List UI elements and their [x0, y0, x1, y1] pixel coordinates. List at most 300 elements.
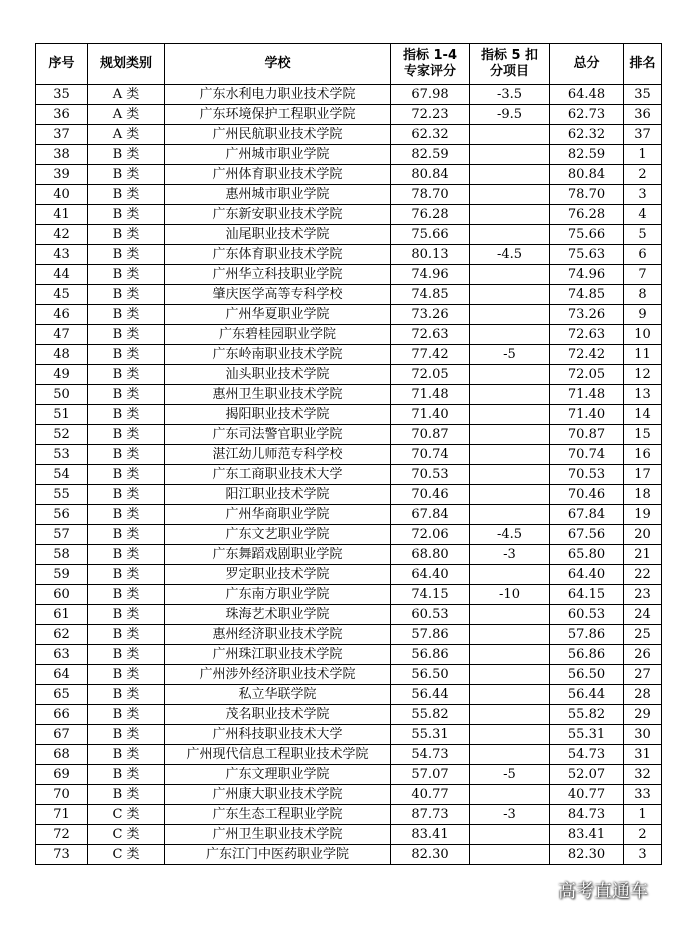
cell-rank: 29 [624, 705, 662, 725]
cell-index: 45 [36, 285, 88, 305]
cell-category: B 类 [88, 485, 165, 505]
cell-deduction [470, 785, 550, 805]
cell-rank: 22 [624, 565, 662, 585]
cell-deduction [470, 665, 550, 685]
cell-category: C 类 [88, 805, 165, 825]
cell-total: 84.73 [550, 805, 624, 825]
cell-total: 62.73 [550, 105, 624, 125]
cell-deduction [470, 325, 550, 345]
cell-school: 汕头职业技术学院 [165, 365, 391, 385]
cell-total: 78.70 [550, 185, 624, 205]
cell-index: 62 [36, 625, 88, 645]
cell-category: B 类 [88, 765, 165, 785]
cell-school: 阳江职业技术学院 [165, 485, 391, 505]
cell-deduction [470, 565, 550, 585]
table-row [36, 665, 662, 685]
table-row [36, 205, 662, 225]
table-row [36, 825, 662, 845]
cell-rank: 21 [624, 545, 662, 565]
cell-total: 57.86 [550, 625, 624, 645]
cell-category: B 类 [88, 325, 165, 345]
cell-index: 58 [36, 545, 88, 565]
header-school: 学校 [165, 44, 391, 85]
table-row [36, 165, 662, 185]
table-row [36, 85, 662, 105]
table-row [36, 145, 662, 165]
cell-index: 55 [36, 485, 88, 505]
cell-expert-score: 82.59 [391, 145, 470, 165]
cell-total: 71.40 [550, 405, 624, 425]
cell-category: B 类 [88, 605, 165, 625]
cell-category: B 类 [88, 685, 165, 705]
cell-rank: 37 [624, 125, 662, 145]
cell-rank: 36 [624, 105, 662, 125]
cell-expert-score: 57.86 [391, 625, 470, 645]
table-row [36, 645, 662, 665]
table-row [36, 345, 662, 365]
cell-index: 43 [36, 245, 88, 265]
cell-school: 惠州城市职业学院 [165, 185, 391, 205]
cell-expert-score: 55.31 [391, 725, 470, 745]
cell-category: B 类 [88, 665, 165, 685]
cell-expert-score: 70.46 [391, 485, 470, 505]
cell-deduction [470, 205, 550, 225]
table-row [36, 785, 662, 805]
cell-index: 47 [36, 325, 88, 345]
cell-expert-score: 57.07 [391, 765, 470, 785]
cell-school: 广州华立科技职业学院 [165, 265, 391, 285]
cell-category: A 类 [88, 85, 165, 105]
cell-category: B 类 [88, 185, 165, 205]
table-row [36, 765, 662, 785]
cell-category: B 类 [88, 465, 165, 485]
cell-category: B 类 [88, 565, 165, 585]
cell-school: 湛江幼儿师范专科学校 [165, 445, 391, 465]
table-row [36, 125, 662, 145]
cell-index: 37 [36, 125, 88, 145]
watermark-text: 高考直通车 [558, 881, 648, 902]
cell-school: 广州科技职业技术大学 [165, 725, 391, 745]
cell-expert-score: 83.41 [391, 825, 470, 845]
cell-index: 67 [36, 725, 88, 745]
cell-index: 65 [36, 685, 88, 705]
cell-total: 56.86 [550, 645, 624, 665]
cell-category: B 类 [88, 165, 165, 185]
cell-index: 66 [36, 705, 88, 725]
header-expert-score [391, 44, 470, 85]
cell-total: 82.30 [550, 845, 624, 865]
header-deduct-line1: 指标 5 扣 [480, 48, 539, 63]
cell-category: C 类 [88, 845, 165, 865]
cell-deduction: -3 [470, 805, 550, 825]
cell-deduction: -3.5 [470, 85, 550, 105]
cell-deduction: -4.5 [470, 245, 550, 265]
cell-rank: 26 [624, 645, 662, 665]
cell-expert-score: 76.28 [391, 205, 470, 225]
cell-total: 54.73 [550, 745, 624, 765]
header-expert-line2: 专家评分 [403, 64, 456, 79]
cell-school: 惠州卫生职业技术学院 [165, 385, 391, 405]
cell-rank: 28 [624, 685, 662, 705]
cell-index: 68 [36, 745, 88, 765]
cell-category: B 类 [88, 365, 165, 385]
table-row [36, 305, 662, 325]
cell-index: 59 [36, 565, 88, 585]
cell-rank: 6 [624, 245, 662, 265]
table-row [36, 705, 662, 725]
cell-school: 广东生态工程职业学院 [165, 805, 391, 825]
cell-rank: 11 [624, 345, 662, 365]
table-row [36, 245, 662, 265]
cell-expert-score: 74.15 [391, 585, 470, 605]
table-row [36, 425, 662, 445]
cell-rank: 10 [624, 325, 662, 345]
cell-deduction [470, 185, 550, 205]
cell-rank: 32 [624, 765, 662, 785]
cell-school: 广州珠江职业技术学院 [165, 645, 391, 665]
cell-index: 56 [36, 505, 88, 525]
cell-index: 54 [36, 465, 88, 485]
cell-expert-score: 87.73 [391, 805, 470, 825]
cell-total: 80.84 [550, 165, 624, 185]
table-row [36, 445, 662, 465]
cell-category: B 类 [88, 585, 165, 605]
cell-school: 广东文理职业学院 [165, 765, 391, 785]
cell-expert-score: 56.50 [391, 665, 470, 685]
cell-total: 70.87 [550, 425, 624, 445]
cell-total: 52.07 [550, 765, 624, 785]
cell-rank: 1 [624, 145, 662, 165]
cell-index: 72 [36, 825, 88, 845]
cell-deduction [470, 445, 550, 465]
cell-deduction [470, 425, 550, 445]
cell-school: 广东文艺职业学院 [165, 525, 391, 545]
cell-deduction: -5 [470, 345, 550, 365]
cell-total: 76.28 [550, 205, 624, 225]
cell-rank: 15 [624, 425, 662, 445]
cell-rank: 5 [624, 225, 662, 245]
cell-index: 70 [36, 785, 88, 805]
cell-category: B 类 [88, 225, 165, 245]
cell-school: 广东环境保护工程职业学院 [165, 105, 391, 125]
cell-index: 46 [36, 305, 88, 325]
cell-deduction: -10 [470, 585, 550, 605]
cell-deduction [470, 505, 550, 525]
cell-expert-score: 40.77 [391, 785, 470, 805]
cell-school: 广东水利电力职业技术学院 [165, 85, 391, 105]
cell-school: 广东舞蹈戏剧职业学院 [165, 545, 391, 565]
cell-total: 72.42 [550, 345, 624, 365]
cell-index: 41 [36, 205, 88, 225]
cell-category: B 类 [88, 645, 165, 665]
cell-category: C 类 [88, 825, 165, 845]
cell-school: 广东体育职业技术学院 [165, 245, 391, 265]
cell-rank: 16 [624, 445, 662, 465]
cell-school: 广东司法警官职业学院 [165, 425, 391, 445]
cell-rank: 2 [624, 825, 662, 845]
cell-school: 广东碧桂园职业学院 [165, 325, 391, 345]
cell-total: 55.31 [550, 725, 624, 745]
cell-total: 64.40 [550, 565, 624, 585]
cell-rank: 2 [624, 165, 662, 185]
table-body [36, 85, 662, 865]
table-row [36, 625, 662, 645]
cell-total: 75.63 [550, 245, 624, 265]
cell-school: 广州华夏职业学院 [165, 305, 391, 325]
cell-category: B 类 [88, 265, 165, 285]
cell-rank: 9 [624, 305, 662, 325]
cell-deduction: -9.5 [470, 105, 550, 125]
cell-expert-score: 80.13 [391, 245, 470, 265]
cell-school: 私立华联学院 [165, 685, 391, 705]
cell-deduction [470, 485, 550, 505]
cell-index: 60 [36, 585, 88, 605]
cell-rank: 4 [624, 205, 662, 225]
cell-deduction [470, 645, 550, 665]
header-deduct-line2: 分项目 [489, 64, 529, 79]
cell-school: 广州城市职业学院 [165, 145, 391, 165]
cell-deduction [470, 465, 550, 485]
cell-rank: 13 [624, 385, 662, 405]
cell-deduction [470, 365, 550, 385]
cell-total: 70.74 [550, 445, 624, 465]
cell-expert-score: 70.53 [391, 465, 470, 485]
cell-index: 73 [36, 845, 88, 865]
cell-rank: 27 [624, 665, 662, 685]
cell-expert-score: 74.96 [391, 265, 470, 285]
cell-total: 83.41 [550, 825, 624, 845]
cell-category: B 类 [88, 205, 165, 225]
table-row [36, 565, 662, 585]
cell-total: 62.32 [550, 125, 624, 145]
header-total: 总分 [550, 44, 624, 85]
table-row [36, 325, 662, 345]
cell-deduction [470, 265, 550, 285]
table-row [36, 605, 662, 625]
cell-school: 广州康大职业技术学院 [165, 785, 391, 805]
cell-category: B 类 [88, 785, 165, 805]
cell-index: 42 [36, 225, 88, 245]
cell-deduction [470, 605, 550, 625]
cell-school: 广东江门中医药职业学院 [165, 845, 391, 865]
cell-category: B 类 [88, 625, 165, 645]
cell-total: 82.59 [550, 145, 624, 165]
cell-rank: 17 [624, 465, 662, 485]
cell-rank: 18 [624, 485, 662, 505]
cell-school: 肇庆医学高等专科学校 [165, 285, 391, 305]
cell-index: 63 [36, 645, 88, 665]
cell-expert-score: 73.26 [391, 305, 470, 325]
cell-category: B 类 [88, 745, 165, 765]
cell-rank: 31 [624, 745, 662, 765]
cell-index: 36 [36, 105, 88, 125]
cell-total: 60.53 [550, 605, 624, 625]
cell-deduction [470, 725, 550, 745]
cell-expert-score: 78.70 [391, 185, 470, 205]
table-row [36, 805, 662, 825]
cell-total: 67.84 [550, 505, 624, 525]
cell-expert-score: 64.40 [391, 565, 470, 585]
cell-rank: 20 [624, 525, 662, 545]
cell-index: 51 [36, 405, 88, 425]
cell-rank: 12 [624, 365, 662, 385]
cell-school: 广东工商职业技术大学 [165, 465, 391, 485]
cell-rank: 19 [624, 505, 662, 525]
cell-deduction [470, 165, 550, 185]
cell-index: 35 [36, 85, 88, 105]
cell-deduction [470, 285, 550, 305]
cell-total: 71.48 [550, 385, 624, 405]
table-row [36, 285, 662, 305]
cell-index: 38 [36, 145, 88, 165]
cell-deduction [470, 125, 550, 145]
cell-expert-score: 74.85 [391, 285, 470, 305]
table-row [36, 525, 662, 545]
cell-index: 48 [36, 345, 88, 365]
cell-deduction [470, 745, 550, 765]
cell-school: 汕尾职业技术学院 [165, 225, 391, 245]
table-row [36, 405, 662, 425]
cell-deduction: -4.5 [470, 525, 550, 545]
table-row [36, 265, 662, 285]
cell-rank: 25 [624, 625, 662, 645]
cell-school: 广州华商职业学院 [165, 505, 391, 525]
cell-school: 珠海艺术职业学院 [165, 605, 391, 625]
cell-index: 61 [36, 605, 88, 625]
cell-school: 惠州经济职业技术学院 [165, 625, 391, 645]
cell-school: 广东新安职业技术学院 [165, 205, 391, 225]
cell-deduction [470, 825, 550, 845]
cell-deduction [470, 305, 550, 325]
table-row [36, 185, 662, 205]
cell-rank: 30 [624, 725, 662, 745]
table-row [36, 545, 662, 565]
cell-category: B 类 [88, 305, 165, 325]
table-row [36, 725, 662, 745]
cell-total: 74.96 [550, 265, 624, 285]
cell-category: B 类 [88, 405, 165, 425]
cell-total: 72.05 [550, 365, 624, 385]
cell-total: 64.15 [550, 585, 624, 605]
cell-expert-score: 75.66 [391, 225, 470, 245]
cell-expert-score: 72.23 [391, 105, 470, 125]
cell-index: 49 [36, 365, 88, 385]
table-row [36, 685, 662, 705]
cell-category: B 类 [88, 725, 165, 745]
cell-rank: 33 [624, 785, 662, 805]
cell-school: 茂名职业技术学院 [165, 705, 391, 725]
cell-expert-score: 72.05 [391, 365, 470, 385]
cell-expert-score: 67.98 [391, 85, 470, 105]
cell-category: B 类 [88, 245, 165, 265]
cell-index: 57 [36, 525, 88, 545]
cell-total: 74.85 [550, 285, 624, 305]
table-row [36, 485, 662, 505]
header-rank: 排名 [624, 44, 662, 85]
cell-index: 40 [36, 185, 88, 205]
cell-expert-score: 56.44 [391, 685, 470, 705]
table-row [36, 365, 662, 385]
cell-rank: 7 [624, 265, 662, 285]
cell-expert-score: 67.84 [391, 505, 470, 525]
cell-category: B 类 [88, 545, 165, 565]
cell-expert-score: 72.63 [391, 325, 470, 345]
cell-expert-score: 55.82 [391, 705, 470, 725]
cell-rank: 24 [624, 605, 662, 625]
cell-deduction [470, 405, 550, 425]
cell-total: 67.56 [550, 525, 624, 545]
cell-category: B 类 [88, 705, 165, 725]
cell-deduction [470, 225, 550, 245]
cell-expert-score: 62.32 [391, 125, 470, 145]
cell-index: 52 [36, 425, 88, 445]
cell-deduction [470, 845, 550, 865]
header-index: 序号 [36, 44, 88, 85]
cell-index: 69 [36, 765, 88, 785]
cell-total: 70.46 [550, 485, 624, 505]
cell-category: B 类 [88, 345, 165, 365]
cell-expert-score: 71.40 [391, 405, 470, 425]
cell-category: B 类 [88, 145, 165, 165]
cell-school: 广州民航职业技术学院 [165, 125, 391, 145]
cell-expert-score: 72.06 [391, 525, 470, 545]
cell-index: 71 [36, 805, 88, 825]
table-row [36, 465, 662, 485]
cell-total: 65.80 [550, 545, 624, 565]
cell-index: 64 [36, 665, 88, 685]
cell-category: B 类 [88, 385, 165, 405]
cell-expert-score: 80.84 [391, 165, 470, 185]
cell-category: B 类 [88, 285, 165, 305]
table-row [36, 585, 662, 605]
cell-school: 揭阳职业技术学院 [165, 405, 391, 425]
cell-school: 广州卫生职业技术学院 [165, 825, 391, 845]
cell-total: 64.48 [550, 85, 624, 105]
cell-expert-score: 82.30 [391, 845, 470, 865]
cell-expert-score: 70.74 [391, 445, 470, 465]
header-row [36, 44, 662, 85]
cell-total: 56.50 [550, 665, 624, 685]
cell-expert-score: 56.86 [391, 645, 470, 665]
cell-total: 55.82 [550, 705, 624, 725]
cell-total: 70.53 [550, 465, 624, 485]
cell-rank: 3 [624, 185, 662, 205]
cell-rank: 14 [624, 405, 662, 425]
table-row [36, 845, 662, 865]
cell-rank: 23 [624, 585, 662, 605]
header-expert-line1: 指标 1-4 [402, 48, 457, 63]
cell-category: A 类 [88, 105, 165, 125]
cell-deduction [470, 705, 550, 725]
header-deduction [470, 44, 550, 85]
cell-school: 广东岭南职业技术学院 [165, 345, 391, 365]
table-row [36, 385, 662, 405]
cell-total: 73.26 [550, 305, 624, 325]
cell-index: 39 [36, 165, 88, 185]
cell-category: B 类 [88, 425, 165, 445]
cell-index: 44 [36, 265, 88, 285]
cell-rank: 1 [624, 805, 662, 825]
cell-category: A 类 [88, 125, 165, 145]
cell-expert-score: 68.80 [391, 545, 470, 565]
cell-expert-score: 54.73 [391, 745, 470, 765]
cell-school: 罗定职业技术学院 [165, 565, 391, 585]
cell-rank: 8 [624, 285, 662, 305]
cell-school: 广州现代信息工程职业技术学院 [165, 745, 391, 765]
cell-rank: 3 [624, 845, 662, 865]
cell-rank: 35 [624, 85, 662, 105]
cell-category: B 类 [88, 445, 165, 465]
